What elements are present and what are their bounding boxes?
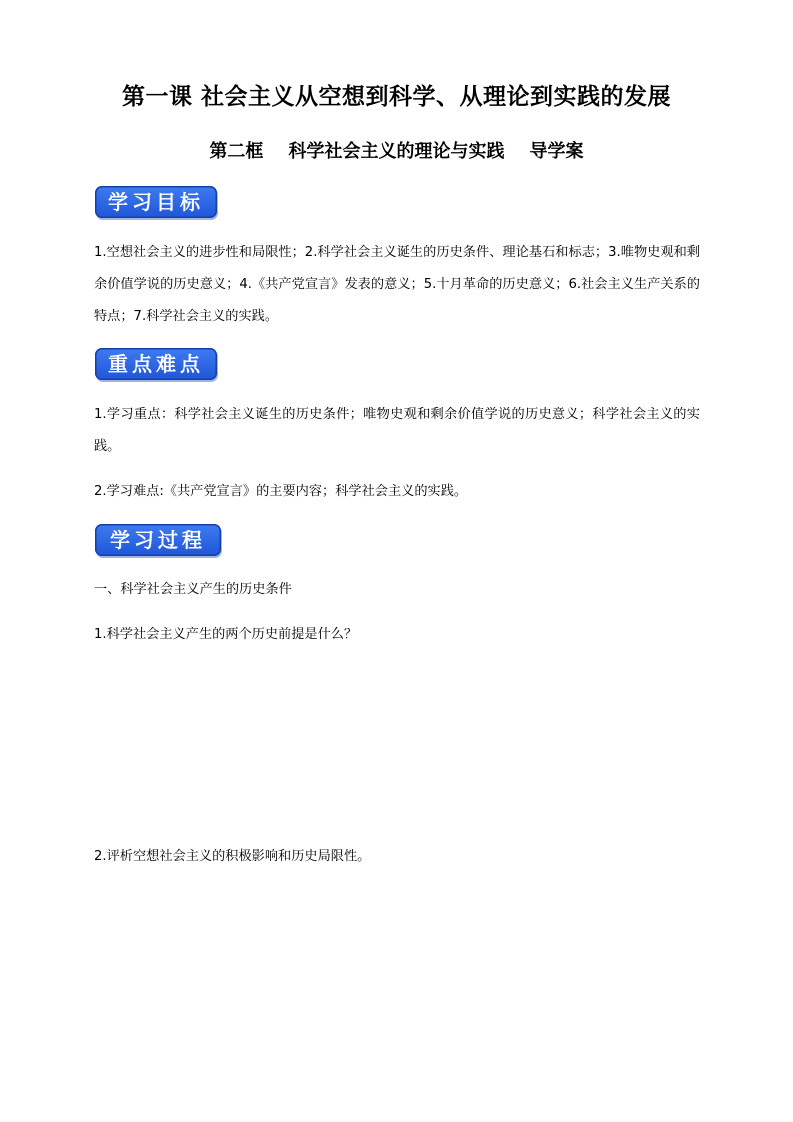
process-section-heading: 一、科学社会主义产生的历史条件 <box>94 582 292 597</box>
question-2: 2.评析空想社会主义的积极影响和历史局限性。 <box>94 849 371 864</box>
document-subtitle: 第二框 科学社会主义的理论与实践 导学案 <box>209 141 584 162</box>
learning-goals-text: 1.空想社会主义的进步性和局限性；2.科学社会主义诞生的历史条件、理论基石和标志；3.唯物史观和剩余价值学说的历史意义；4.《共产党宣言》发表的意义；5.十月革命的历史意义；6.社会主义生产关系的特点；7.科学社会主义的实践。 <box>94 245 700 324</box>
key-difficult-points-badge: 重点难点 <box>95 348 217 380</box>
document-title: 第一课 社会主义从空想到科学、从理论到实践的发展 <box>121 83 671 110</box>
key-point-text: 1.学习重点：科学社会主义诞生的历史条件；唯物史观和剩余价值学说的历史意义；科学社会主义的实践。 <box>94 407 700 454</box>
learning-goals-badge: 学习目标 <box>95 186 217 218</box>
learning-process-badge: 学习过程 <box>95 524 221 556</box>
difficult-point-text: 2.学习难点:《共产党宣言》的主要内容；科学社会主义的实践。 <box>94 484 468 499</box>
question-1: 1.科学社会主义产生的两个历史前提是什么？ <box>94 627 358 642</box>
